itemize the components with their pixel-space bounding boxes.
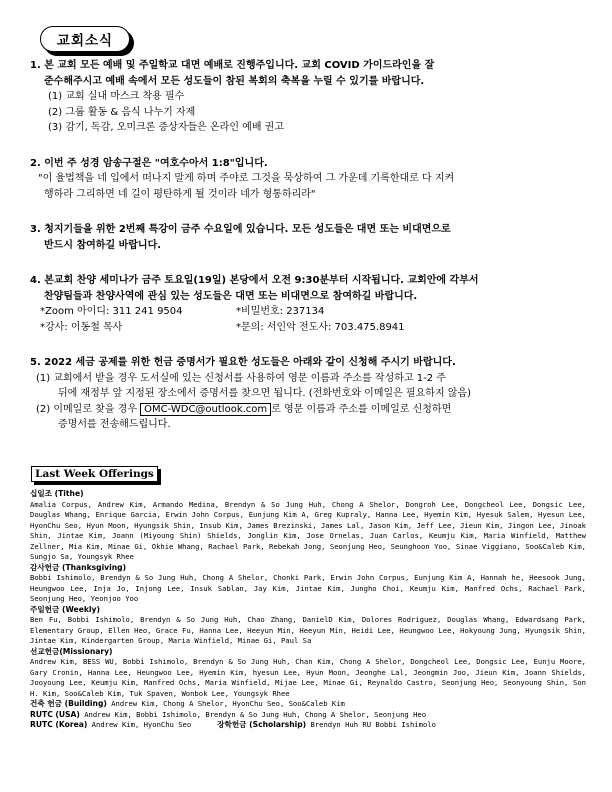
news-item-5-line-1: 5. 2022 세금 공제를 위한 헌금 증명서가 필요한 성도들은 아래와 같이 신청해 주시기 바랍니다. (30, 357, 456, 368)
news-item-1-sub-2: (2) 그룹 활동 & 음식 나누기 자제 (48, 106, 196, 118)
tithe-names: Amalia Corpus, Andrew Kim, Armando Medina, Brendyn & So Jung Huh, Chong A Shelor, Dongroh Lee, Dongcheol Lee, Dongsic Lee, Douglas Whang, Enrique Garcia, Erwin John Corpus, Eunjung Kim A, Greg Kupraly, Hanna Lee, Hyemin Kim, Hyesuk Salem, Hyesun Lee, HyonChu Seo, Hyun Moon, Hyungsik Shin, Insub Kim, James Brezinski, James Lal, Jason Kim, Jeff Lee, Jieun Kim, Jingon Lee, Jinoak Shin, Jintae Kim, Joann (Miyoung Shin) Shields, Jonglin Kim, Jose Ornelas, Juan Carlos, Keumju Kim, Maria Winfield, Matthew Zellner, Mia Kim, Minae Gi, Okhie Whang, Rachael Park, Rebekah Jong, Seonjung Heo, Seunghoon Yoo, Sinae Viggiano, Soo&Caleb Kim, Sungjo Sa, Youngsyk Rhee (30, 499, 586, 561)
tithe-label: 십일조 (Tithe) (30, 489, 84, 498)
news-item-4-contact-row (30, 320, 590, 336)
news-item-1-line-2: 준수해주시고 예배 속에서 모든 성도들이 참된 복회의 축복을 누릴 수 있기를 바랍니다. (44, 75, 425, 87)
news-item-5-sub-1-b: 뒤에 재정부 앞 지정된 장소에서 증명서를 찾으면 됩니다. (전화번호와 이메일은 필요하지 않음) (58, 388, 472, 399)
news-item-5-sub-2-pre: (2) 이메일로 찾을 경우 (36, 403, 137, 415)
news-item-1-line-1: 1. 본 교회 모든 예배 및 주일학교 대면 예배로 진행주입니다. 교회 COVID 가이드라인을 잘 (30, 60, 435, 71)
zoom-id: *Zoom 아이디: 311 241 9504 (40, 306, 183, 317)
offerings-list (30, 489, 586, 731)
news-item-1 (30, 58, 590, 136)
building-names: Andrew Kim, Chong A Shelor, HyonChu Seo, Soo&Caleb Kim (111, 699, 345, 708)
offerings-heading: Last Week Offerings (31, 466, 158, 482)
news-item-4 (30, 273, 590, 335)
news-item-3 (30, 222, 590, 253)
weekly-label: 주일헌금 (Weekly) (30, 604, 100, 614)
rutc-korea-label: RUTC (Korea) (30, 720, 88, 729)
news-item-5 (30, 355, 590, 433)
thanksgiving-names: Bobbi Ishimolo, Brendyn & So Jung Huh, Chong A Shelor, Chonki Park, Erwin John Corpus, Eunjung Kim A, Hannah he, Heesook Jung, Heungwoo Lee, Inja Jo, Injong Lee, Insuk Sablan, Jay Kim, Jintae Kim, Jungho Choi, Keumju Kim, Manfred Ochs, Rachael Park, Seonjung Heo, Yeonjoo Yoo (30, 573, 586, 603)
rutc-korea-names: Andrew Kim, HyonChu Seo (91, 720, 192, 729)
news-item-4-line-1: 4. 본교회 찬양 세미나가 금주 토요일(19일) 본당에서 오전 9:30분부터 시작됩니다. 교회안에 각부서 (30, 275, 479, 286)
seminar-contact: *문의: 서인악 전도사: 703.475.8941 (236, 321, 405, 333)
news-item-2-line-1: 2. 이번 주 성경 암송구절은 "여호수아서 1:8"입니다. (30, 157, 268, 169)
news-item-3-line-1: 3. 청지기들을 위한 2번째 특강이 금주 수요일에 있습니다. 모든 성도들은 대면 또는 비대면으로 (30, 224, 451, 235)
news-item-2-line-3: 행하라 그리하면 네 길이 평탄하게 될 것이라 네가 형통하리라" (44, 188, 316, 200)
church-news-title-box (40, 26, 130, 52)
offerings-heading-box (31, 466, 158, 482)
seminar-speaker: *강사: 이동철 목사 (40, 321, 123, 333)
news-item-5-sub-2-b: 증명서를 전송해드립니다. (58, 419, 171, 430)
rutc-korea-row (30, 720, 586, 731)
rutc-usa-names: Andrew Kim, Bobbi Ishimolo, Brendyn & So Jung Huh, Chong A Shelor, Seonjung Heo (84, 709, 427, 719)
news-item-5-sub-1-a: (1) 교회에서 받을 경우 도서실에 있는 신청서를 사용하여 영문 이름과 주소를 작성하고 1-2 주 (36, 372, 446, 384)
building-row (30, 699, 586, 710)
missionary-label: 선교헌금(Missionary) (30, 646, 113, 656)
news-item-5-sub-2-post: 로 영문 이름과 주소를 이메일로 신청하면 (271, 403, 452, 415)
email-address-link[interactable]: OMC-WDC@outlook.com (140, 403, 271, 416)
rutc-usa-label: RUTC (USA) (30, 709, 80, 719)
scholarship-label: 장학헌금 (Scholarship) (217, 720, 307, 729)
zoom-password: *비밀번호: 237134 (236, 306, 325, 317)
weekly-names: Ben Fu, Bobbi Ishimolo, Brendyn & So Jung Huh, Chao Zhang, DanielD Kim, Dolores Rodriguez, Douglas Whang, Edwardsang Park, Elementary Group, Ellen Heo, Grace Fu, Hanna Lee, Heeyun Min, Heeyun Min, Heidi Lee, Heungwoo Lee, Hokyoung Jung, Hyungsik Shin, Jintae Kim, Kindergarten Group, Maria Winfield, Minae Gi, Paul Sa (30, 615, 586, 645)
news-item-5-sub-2-a (36, 402, 590, 418)
missionary-names: Andrew Kim, BESS WU, Bobbi Ishimolo, Brendyn & So Jung Huh, Chan Kim, Chong A Shelor, Dongcheol Lee, Dongsic Lee, Eunju Moore, Gary Cronin, Hanna Lee, Heungwoo Lee, Hyemin Kim, hyesun Lee, Hyun Moon, Jeonghe Lal, Jeongmin Joo, Jieun Kim, Joann Shields, Jooyoung Lee, Keumju Kim, Manfred Ochs, Maria Winfield, Mijae Lee, Minae Gi, Reynaldo Castro, Seonjung Heo, Seonyoung Shin, Son H. Kim, Soo&Caleb Kim, Tuk Spaven, Wonbok Lee, Youngsyk Rhee (30, 657, 586, 698)
church-news-title: 교회소식 (40, 26, 130, 52)
news-item-2 (30, 156, 590, 203)
rutc-usa-row (30, 710, 586, 721)
news-item-2-line-2: "이 율법책을 네 입에서 떠나지 말게 하며 주야로 그것을 묵상하여 그 가운데 기록한대로 다 지켜 (38, 173, 455, 184)
news-item-5-sub-1 (30, 371, 590, 402)
news-list (30, 58, 590, 453)
news-item-4-line-2: 찬양팀들과 찬양사역에 관심 있는 성도들은 대면 또는 비대면으로 참여하길 바랍니다. (44, 290, 418, 302)
news-item-5-sub-2 (30, 402, 590, 433)
news-item-3-line-2: 반드시 참여하길 바랍니다. (44, 239, 162, 251)
building-label: 건축 헌금 (Building) (30, 699, 107, 708)
news-item-1-sub-1: (1) 교회 실내 마스크 착용 필수 (48, 91, 185, 102)
news-item-1-sub-3: (3) 감기, 독감, 오미크론 증상자들은 온라인 예배 권고 (48, 122, 284, 133)
news-item-4-zoom-row (30, 304, 590, 320)
thanksgiving-label: 감사헌금 (Thanksgiving) (30, 562, 127, 572)
scholarship-names: Brendyn Huh RU Bobbi Ishimolo (310, 720, 436, 729)
